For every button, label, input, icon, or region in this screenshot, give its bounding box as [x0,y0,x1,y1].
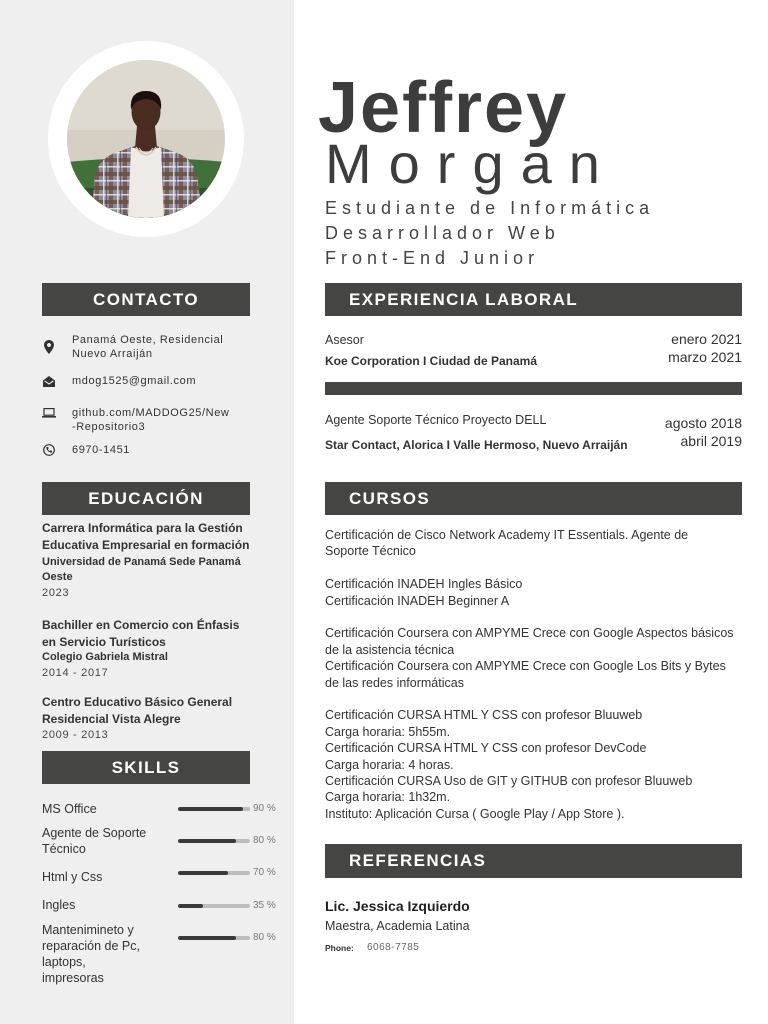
reference-position: Maestra, Academia Latina [325,919,470,933]
references-heading [325,844,742,878]
job-role: Agente Soporte Técnico Proyecto DELL [325,413,547,427]
experience-heading-label: EXPERIENCIA LABORAL [349,289,579,309]
course-item: Certificación Coursera con AMPYME Crece con Google Los Bits y Bytes de las redes informáticas [325,659,726,690]
experience-heading [325,283,742,316]
course-item: Instituto: Aplicación Cursa ( Google Play / App Store ). [325,806,625,821]
course-item: Carga horaria: 5h55m. [325,724,451,739]
courses-heading [325,482,742,515]
education-title: Carrera Informática para la Gestión Educativa Empresarial en formación [42,521,250,552]
job-end-date: marzo 2021 [668,349,742,365]
course-group [325,576,742,609]
job-role: Asesor [325,333,364,347]
skills-heading-label: SKILLS [111,757,181,777]
skill-percent: 35 % [253,900,276,911]
education-institution: Colegio Gabriela Mistral [42,651,168,663]
contact-address: Panamá Oeste, Residencial Nuevo Arraiján [72,334,224,360]
professional-title: Desarrollador Web [325,223,560,243]
skill-percent: 90 % [253,803,276,814]
professional-title: Front-End Junior [325,248,540,268]
skill-bar-fill [178,904,203,908]
skill-bar [178,839,250,843]
skill-name: MS Office [42,802,97,816]
reference-name: Lic. Jessica Izquierdo [325,898,470,914]
courses-list [325,527,742,822]
references-heading-label: REFERENCIAS [349,851,487,870]
course-group [325,625,742,691]
education-heading [42,482,250,515]
contact-email[interactable]: mdog1525@gmail.com [72,375,197,387]
course-item: Certificación CURSA HTML Y CSS con profesor Bluuweb [325,708,643,723]
professional-title: Estudiante de Informática [325,198,655,218]
courses-heading-label: CURSOS [349,488,431,508]
skill-bar-fill [178,871,228,875]
job-end-date: abril 2019 [680,433,742,449]
education-heading-label: EDUCACIÓN [88,488,204,508]
contact-github[interactable]: github.com/MADDOG25/New -Repositorio3 [72,407,230,433]
education-title: Bachiller en Comercio con Énfasis en Servicio Turísticos [42,618,240,649]
course-group [325,707,742,822]
education-years: 2009 - 2013 [42,729,109,741]
education-title: Centro Educativo Básico General Residencial Vista Alegre [42,695,233,726]
location-pin-icon [44,340,54,354]
skill-percent: 80 % [253,932,276,943]
first-name: Jeffrey [318,68,569,148]
course-item: Certificación de Cisco Network Academy IT Essentials. Agente de Soporte Técnico [325,528,689,559]
contact-heading [42,283,250,316]
reference-phone: 6068-7785 [367,942,420,953]
job-company: Koe Corporation I Ciudad de Panamá [325,354,538,368]
course-item: Certificación CURSA HTML Y CSS con profesor DevCode [325,741,647,756]
skill-bar-fill [178,839,236,843]
course-item: Certificación Coursera con AMPYME Crece con Google Aspectos básicos de la asistencia técnica [325,626,734,657]
course-item: Certificación INADEH Beginner A [325,593,510,608]
skill-name: Mantenimineto y reparación de Pc, laptops, impresoras [42,923,140,985]
skill-name: Html y Css [42,870,103,884]
job-start-date: enero 2021 [671,331,742,347]
course-item: Carga horaria: 1h32m. [325,790,451,805]
professional-titles [325,196,654,271]
course-item: Certificación INADEH Ingles Básico [325,577,523,592]
skill-percent: 80 % [253,835,276,846]
skills-heading [42,751,250,784]
course-group [325,527,742,560]
skill-bar-fill [178,936,236,940]
skill-bar [178,871,250,875]
job-start-date: agosto 2018 [664,415,742,431]
job-company: Star Contact, Alorica I Valle Hermoso, Nuevo Arraiján [325,438,628,452]
skill-percent: 70 % [253,867,276,878]
skill-name: Agente de Soporte Técnico [42,826,147,856]
envelope-icon [43,376,55,387]
education-institution: Universidad de Panamá Sede Panamá Oeste [42,556,241,583]
section-divider [325,382,742,395]
skill-bar-fill [178,807,243,811]
laptop-icon [42,408,56,418]
phone-icon [43,444,55,456]
contact-heading-label: CONTACTO [93,289,199,309]
skill-bar [178,904,250,908]
education-years: 2023 [42,587,70,599]
skill-bar [178,936,250,940]
profile-photo [67,60,225,218]
reference-phone-label: Phone: [325,943,354,953]
skill-name: Ingles [42,898,76,912]
skill-bar [178,807,250,811]
contact-phone: 6970-1451 [72,444,131,456]
last-name: Morgan [325,132,617,195]
course-item: Certificación CURSA Uso de GIT y GITHUB con profesor Bluuweb [325,774,693,789]
course-item: Carga horaria: 4 horas. [325,757,454,772]
education-years: 2014 - 2017 [42,667,109,679]
